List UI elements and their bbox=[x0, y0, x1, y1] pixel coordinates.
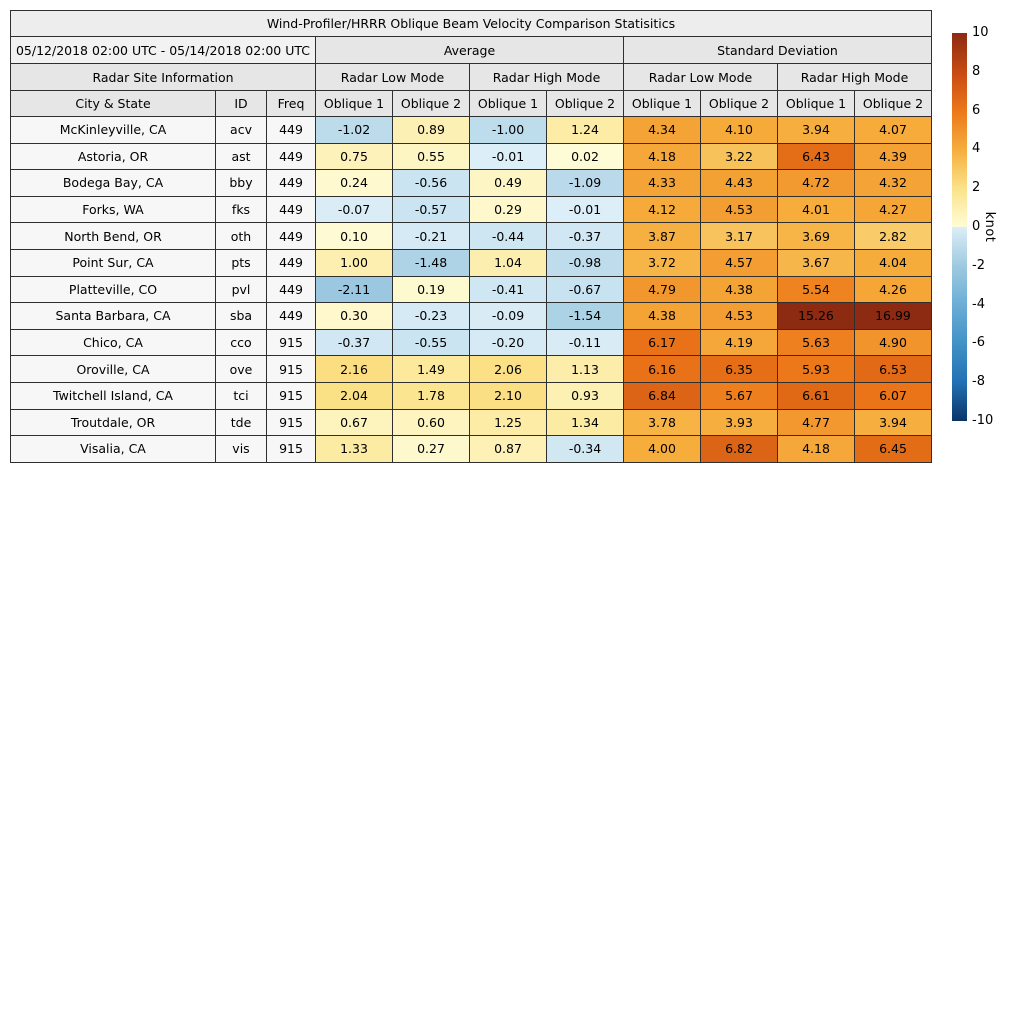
statistics-table bbox=[10, 10, 932, 463]
id-cell: tci bbox=[216, 382, 267, 409]
table-row bbox=[11, 196, 932, 223]
value-cell: 5.67 bbox=[701, 382, 778, 409]
value-cell: 3.93 bbox=[701, 409, 778, 436]
freq-cell: 449 bbox=[267, 249, 316, 276]
value-cell: 0.29 bbox=[470, 196, 547, 223]
value-cell: 0.60 bbox=[393, 409, 470, 436]
id-cell: bby bbox=[216, 170, 267, 197]
table-row bbox=[11, 276, 932, 303]
table-row bbox=[11, 409, 932, 436]
value-cell: -0.41 bbox=[470, 276, 547, 303]
col-header-oblique: Oblique 1 bbox=[778, 91, 855, 117]
value-cell: 3.72 bbox=[624, 249, 701, 276]
value-cell: 0.02 bbox=[547, 143, 624, 170]
value-cell: -1.00 bbox=[470, 117, 547, 144]
city-cell: Astoria, OR bbox=[11, 143, 216, 170]
id-cell: tde bbox=[216, 409, 267, 436]
data-rows bbox=[11, 117, 932, 463]
value-cell: 0.10 bbox=[316, 223, 393, 250]
value-cell: -0.11 bbox=[547, 329, 624, 356]
city-cell: McKinleyville, CA bbox=[11, 117, 216, 144]
value-cell: 4.43 bbox=[701, 170, 778, 197]
value-cell: -0.20 bbox=[470, 329, 547, 356]
id-cell: cco bbox=[216, 329, 267, 356]
value-cell: -1.54 bbox=[547, 303, 624, 330]
value-cell: 0.93 bbox=[547, 382, 624, 409]
value-cell: 0.75 bbox=[316, 143, 393, 170]
section-header-std-dev: Standard Deviation bbox=[624, 37, 932, 64]
value-cell: 0.89 bbox=[393, 117, 470, 144]
table-row bbox=[11, 329, 932, 356]
date-range: 05/12/2018 02:00 UTC - 05/14/2018 02:00 UTC bbox=[11, 37, 316, 64]
colorbar-tick-label: -4 bbox=[972, 296, 985, 312]
value-cell: -1.48 bbox=[393, 249, 470, 276]
freq-cell: 449 bbox=[267, 117, 316, 144]
colorbar-tick-label: -2 bbox=[972, 257, 985, 273]
mode-header-avg-low: Radar Low Mode bbox=[316, 64, 470, 91]
value-cell: 4.26 bbox=[855, 276, 932, 303]
value-cell: 4.27 bbox=[855, 196, 932, 223]
value-cell: 5.63 bbox=[778, 329, 855, 356]
id-cell: fks bbox=[216, 196, 267, 223]
value-cell: 0.24 bbox=[316, 170, 393, 197]
table-row bbox=[11, 249, 932, 276]
table-row bbox=[11, 356, 932, 383]
col-header-oblique: Oblique 2 bbox=[547, 91, 624, 117]
colorbar bbox=[952, 25, 1022, 428]
city-cell: Bodega Bay, CA bbox=[11, 170, 216, 197]
value-cell: 4.32 bbox=[855, 170, 932, 197]
city-cell: Point Sur, CA bbox=[11, 249, 216, 276]
value-cell: 6.82 bbox=[701, 436, 778, 463]
mode-header-row bbox=[11, 64, 932, 91]
value-cell: -0.23 bbox=[393, 303, 470, 330]
value-cell: 3.69 bbox=[778, 223, 855, 250]
city-cell: Troutdale, OR bbox=[11, 409, 216, 436]
mode-header-avg-high: Radar High Mode bbox=[470, 64, 624, 91]
value-cell: 3.87 bbox=[624, 223, 701, 250]
value-cell: 1.78 bbox=[393, 382, 470, 409]
col-header-oblique: Oblique 2 bbox=[393, 91, 470, 117]
table-row bbox=[11, 143, 932, 170]
id-cell: acv bbox=[216, 117, 267, 144]
colorbar-tick-label: 4 bbox=[972, 141, 981, 157]
value-cell: -0.37 bbox=[316, 329, 393, 356]
value-cell: -0.01 bbox=[547, 196, 624, 223]
value-cell: 3.67 bbox=[778, 249, 855, 276]
freq-cell: 915 bbox=[267, 382, 316, 409]
table-row bbox=[11, 382, 932, 409]
value-cell: 16.99 bbox=[855, 303, 932, 330]
value-cell: 4.01 bbox=[778, 196, 855, 223]
value-cell: 4.90 bbox=[855, 329, 932, 356]
value-cell: 5.54 bbox=[778, 276, 855, 303]
value-cell: 1.13 bbox=[547, 356, 624, 383]
value-cell: 4.18 bbox=[624, 143, 701, 170]
value-cell: 4.19 bbox=[701, 329, 778, 356]
value-cell: -0.98 bbox=[547, 249, 624, 276]
column-header-row bbox=[11, 91, 932, 117]
col-header-oblique: Oblique 2 bbox=[701, 91, 778, 117]
value-cell: 4.12 bbox=[624, 196, 701, 223]
value-cell: 4.07 bbox=[855, 117, 932, 144]
id-cell: pvl bbox=[216, 276, 267, 303]
group-header-row bbox=[11, 37, 932, 64]
city-cell: Twitchell Island, CA bbox=[11, 382, 216, 409]
city-cell: Visalia, CA bbox=[11, 436, 216, 463]
value-cell: -0.56 bbox=[393, 170, 470, 197]
value-cell: 4.00 bbox=[624, 436, 701, 463]
col-header-freq: Freq bbox=[267, 91, 316, 117]
value-cell: -0.55 bbox=[393, 329, 470, 356]
value-cell: 4.77 bbox=[778, 409, 855, 436]
freq-cell: 449 bbox=[267, 223, 316, 250]
colorbar-tick-label: 6 bbox=[972, 102, 981, 118]
col-header-id: ID bbox=[216, 91, 267, 117]
value-cell: 4.79 bbox=[624, 276, 701, 303]
value-cell: 4.39 bbox=[855, 143, 932, 170]
value-cell: -0.21 bbox=[393, 223, 470, 250]
value-cell: 6.61 bbox=[778, 382, 855, 409]
value-cell: 6.45 bbox=[855, 436, 932, 463]
value-cell: 4.53 bbox=[701, 196, 778, 223]
value-cell: -0.57 bbox=[393, 196, 470, 223]
value-cell: 1.25 bbox=[470, 409, 547, 436]
value-cell: -0.09 bbox=[470, 303, 547, 330]
title-row bbox=[11, 11, 932, 37]
colorbar-tick-label: -10 bbox=[972, 413, 994, 428]
value-cell: 1.49 bbox=[393, 356, 470, 383]
table-row bbox=[11, 303, 932, 330]
freq-cell: 915 bbox=[267, 409, 316, 436]
col-header-city: City & State bbox=[11, 91, 216, 117]
id-cell: sba bbox=[216, 303, 267, 330]
value-cell: 3.94 bbox=[855, 409, 932, 436]
section-header-average: Average bbox=[316, 37, 624, 64]
value-cell: 4.10 bbox=[701, 117, 778, 144]
id-cell: pts bbox=[216, 249, 267, 276]
value-cell: 4.72 bbox=[778, 170, 855, 197]
value-cell: 2.82 bbox=[855, 223, 932, 250]
value-cell: 4.34 bbox=[624, 117, 701, 144]
colorbar-unit-label: knot bbox=[982, 211, 997, 243]
value-cell: 1.24 bbox=[547, 117, 624, 144]
table-row bbox=[11, 223, 932, 250]
value-cell: 2.10 bbox=[470, 382, 547, 409]
table-row bbox=[11, 436, 932, 463]
colorbar-gradient bbox=[952, 33, 967, 421]
value-cell: 3.94 bbox=[778, 117, 855, 144]
freq-cell: 449 bbox=[267, 143, 316, 170]
value-cell: 1.34 bbox=[547, 409, 624, 436]
colorbar-tick-label: -8 bbox=[972, 374, 985, 390]
value-cell: 4.53 bbox=[701, 303, 778, 330]
value-cell: 0.27 bbox=[393, 436, 470, 463]
value-cell: 3.17 bbox=[701, 223, 778, 250]
freq-cell: 915 bbox=[267, 436, 316, 463]
freq-cell: 915 bbox=[267, 329, 316, 356]
value-cell: 3.22 bbox=[701, 143, 778, 170]
id-cell: ast bbox=[216, 143, 267, 170]
value-cell: 2.16 bbox=[316, 356, 393, 383]
freq-cell: 449 bbox=[267, 170, 316, 197]
value-cell: 6.16 bbox=[624, 356, 701, 383]
col-header-oblique: Oblique 1 bbox=[624, 91, 701, 117]
table-row bbox=[11, 117, 932, 144]
value-cell: 4.57 bbox=[701, 249, 778, 276]
value-cell: 0.55 bbox=[393, 143, 470, 170]
city-cell: Santa Barbara, CA bbox=[11, 303, 216, 330]
mode-header-sd-low: Radar Low Mode bbox=[624, 64, 778, 91]
colorbar-tick-label: 2 bbox=[972, 180, 981, 196]
freq-cell: 449 bbox=[267, 196, 316, 223]
value-cell: -1.09 bbox=[547, 170, 624, 197]
value-cell: 1.04 bbox=[470, 249, 547, 276]
value-cell: 4.33 bbox=[624, 170, 701, 197]
value-cell: 6.07 bbox=[855, 382, 932, 409]
figure-title: Wind-Profiler/HRRR Oblique Beam Velocity Comparison Statisitics bbox=[11, 11, 932, 37]
value-cell: -2.11 bbox=[316, 276, 393, 303]
freq-cell: 449 bbox=[267, 276, 316, 303]
value-cell: -0.44 bbox=[470, 223, 547, 250]
value-cell: 2.04 bbox=[316, 382, 393, 409]
col-header-oblique: Oblique 2 bbox=[855, 91, 932, 117]
value-cell: 4.04 bbox=[855, 249, 932, 276]
colorbar-tick-label: -6 bbox=[972, 335, 985, 351]
value-cell: 6.43 bbox=[778, 143, 855, 170]
section-header-site-info: Radar Site Information bbox=[11, 64, 316, 91]
value-cell: -0.01 bbox=[470, 143, 547, 170]
value-cell: -0.07 bbox=[316, 196, 393, 223]
value-cell: 1.33 bbox=[316, 436, 393, 463]
id-cell: vis bbox=[216, 436, 267, 463]
value-cell: 6.35 bbox=[701, 356, 778, 383]
colorbar-tick-label: 10 bbox=[972, 25, 989, 40]
city-cell: Chico, CA bbox=[11, 329, 216, 356]
value-cell: -0.34 bbox=[547, 436, 624, 463]
value-cell: 6.53 bbox=[855, 356, 932, 383]
city-cell: Platteville, CO bbox=[11, 276, 216, 303]
value-cell: -0.67 bbox=[547, 276, 624, 303]
colorbar-tick-label: 0 bbox=[972, 219, 981, 234]
table-row bbox=[11, 170, 932, 197]
city-cell: North Bend, OR bbox=[11, 223, 216, 250]
value-cell: 4.38 bbox=[701, 276, 778, 303]
value-cell: 0.49 bbox=[470, 170, 547, 197]
value-cell: 6.84 bbox=[624, 382, 701, 409]
mode-header-sd-high: Radar High Mode bbox=[778, 64, 932, 91]
freq-cell: 915 bbox=[267, 356, 316, 383]
value-cell: 0.19 bbox=[393, 276, 470, 303]
value-cell: 0.30 bbox=[316, 303, 393, 330]
value-cell: 4.38 bbox=[624, 303, 701, 330]
freq-cell: 449 bbox=[267, 303, 316, 330]
value-cell: 0.87 bbox=[470, 436, 547, 463]
city-cell: Oroville, CA bbox=[11, 356, 216, 383]
col-header-oblique: Oblique 1 bbox=[470, 91, 547, 117]
value-cell: 3.78 bbox=[624, 409, 701, 436]
value-cell: 5.93 bbox=[778, 356, 855, 383]
value-cell: 15.26 bbox=[778, 303, 855, 330]
city-cell: Forks, WA bbox=[11, 196, 216, 223]
id-cell: ove bbox=[216, 356, 267, 383]
value-cell: -1.02 bbox=[316, 117, 393, 144]
id-cell: oth bbox=[216, 223, 267, 250]
value-cell: 4.18 bbox=[778, 436, 855, 463]
value-cell: 1.00 bbox=[316, 249, 393, 276]
value-cell: 0.67 bbox=[316, 409, 393, 436]
value-cell: 2.06 bbox=[470, 356, 547, 383]
colorbar-tick-label: 8 bbox=[972, 63, 981, 79]
value-cell: -0.37 bbox=[547, 223, 624, 250]
value-cell: 6.17 bbox=[624, 329, 701, 356]
col-header-oblique: Oblique 1 bbox=[316, 91, 393, 117]
